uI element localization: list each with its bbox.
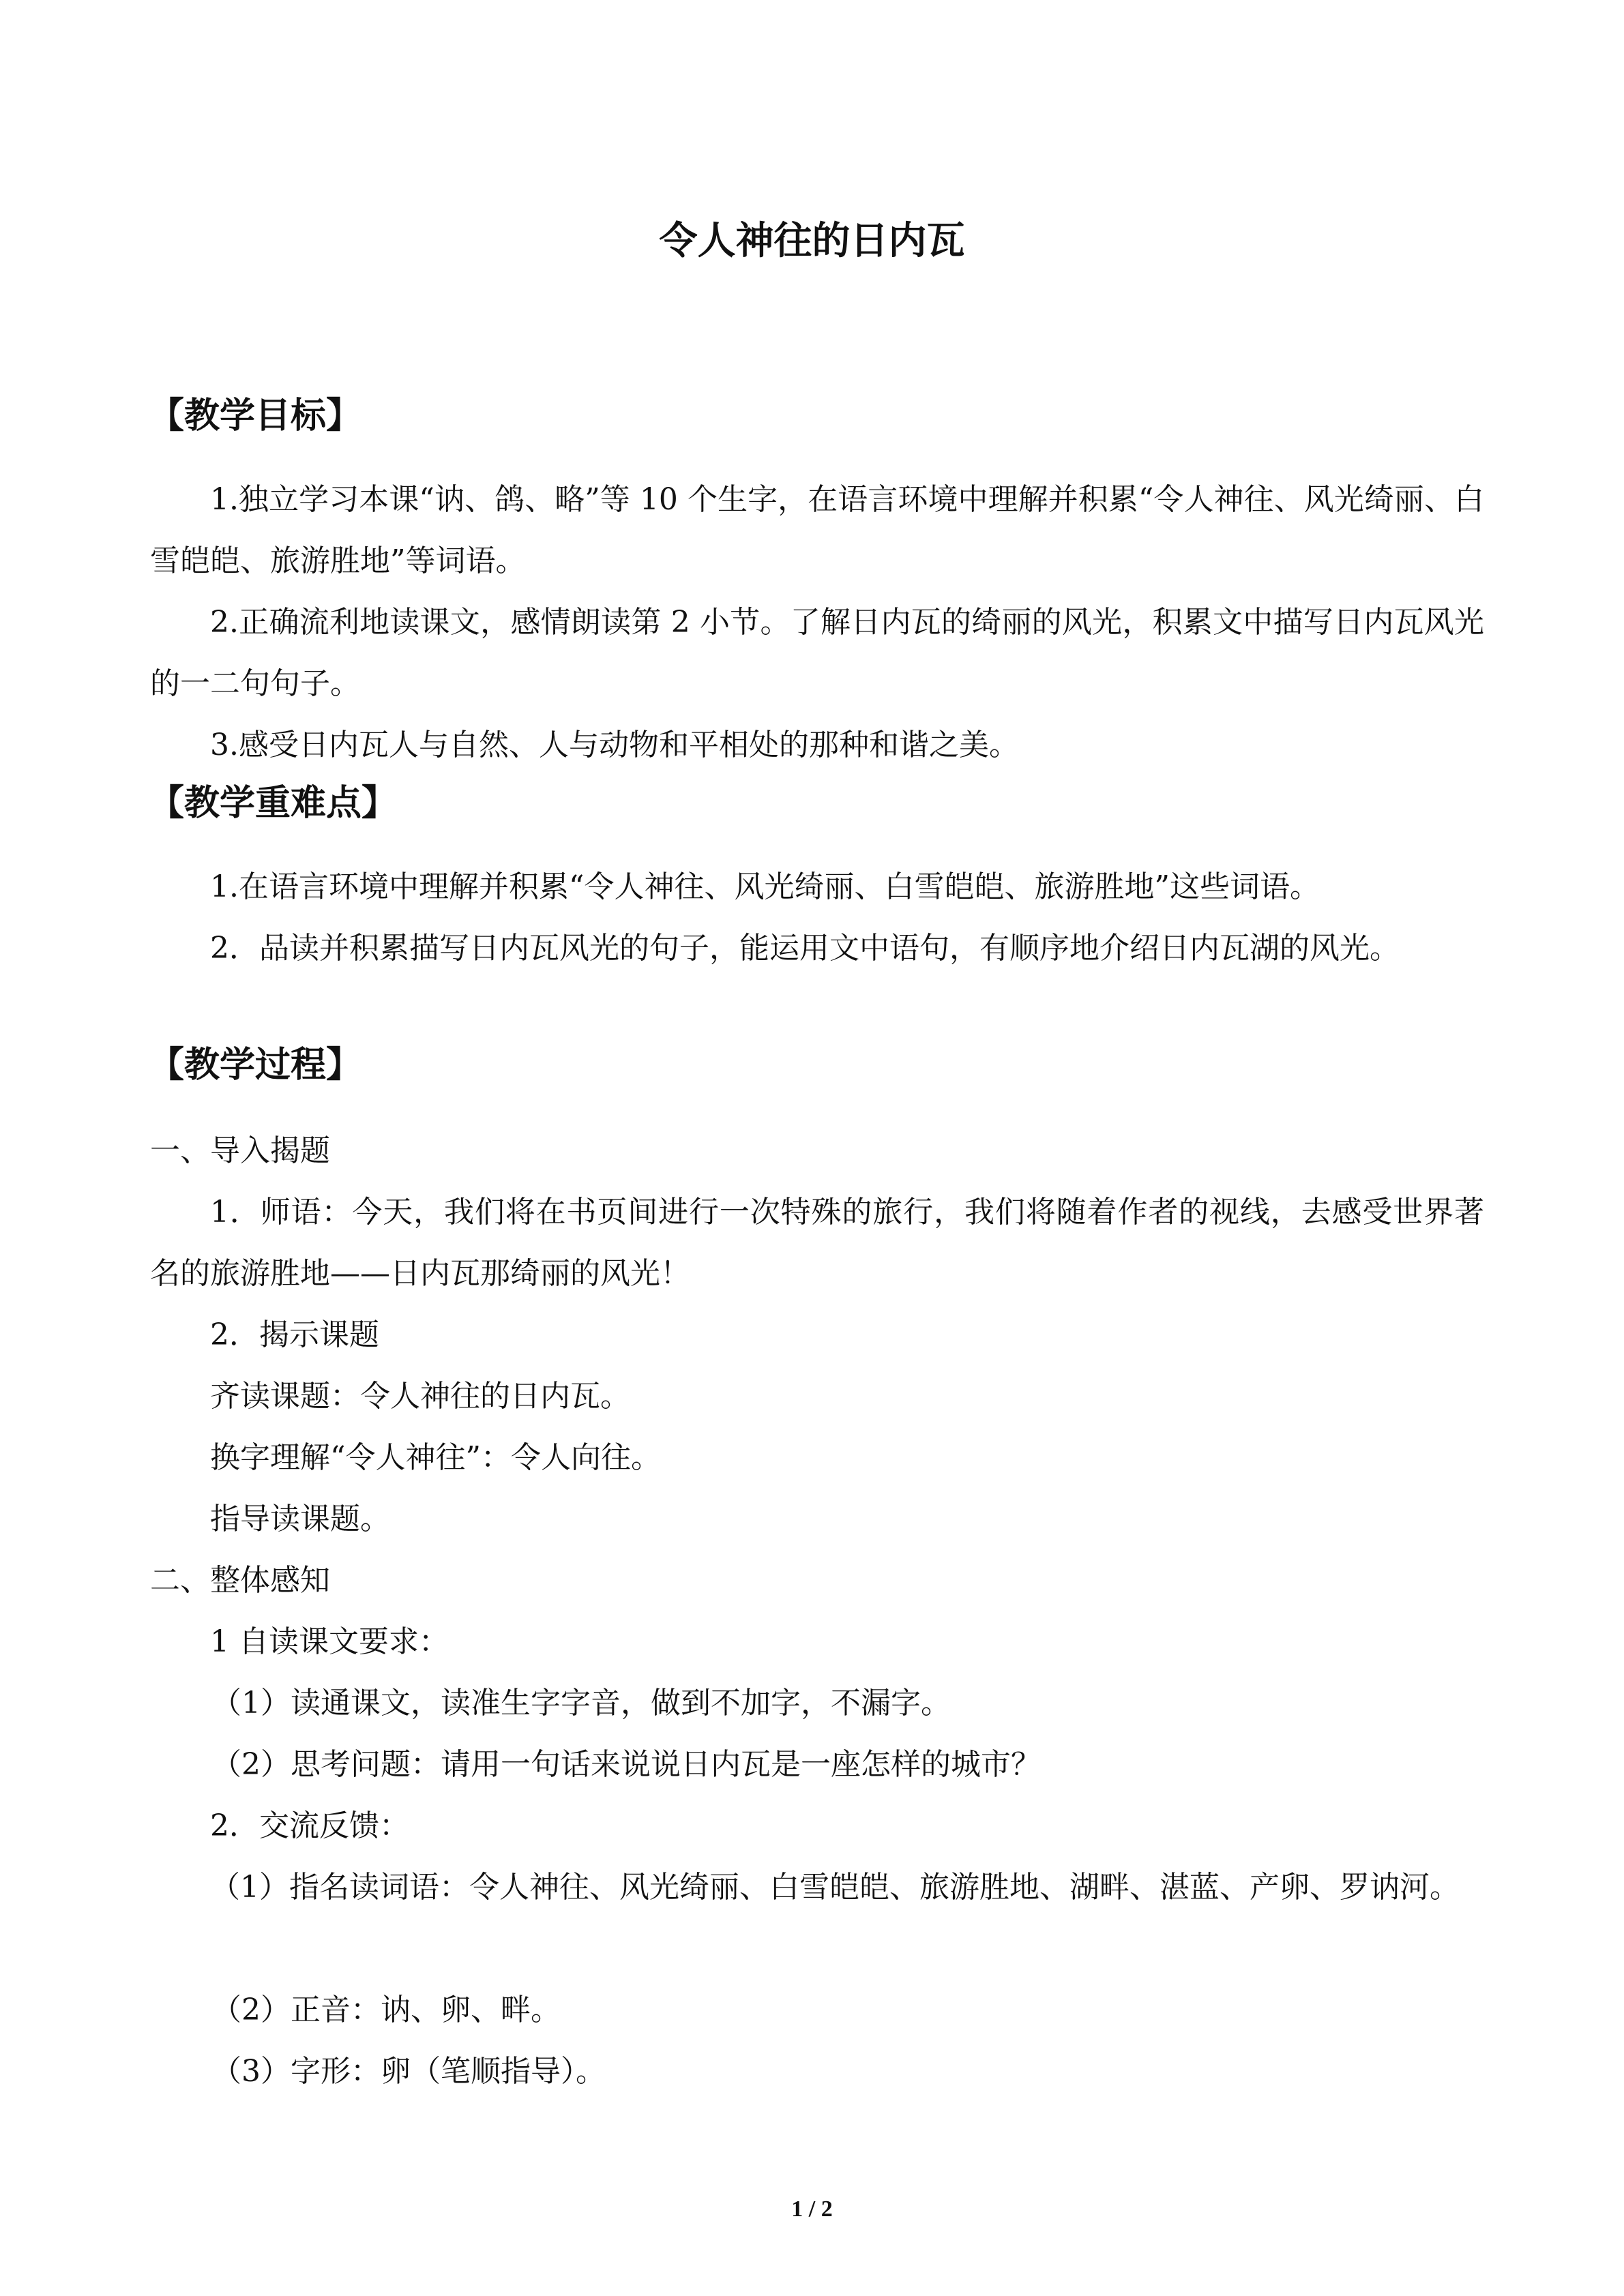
feedback-item-2: （2）正音：讷、卵、畔。 bbox=[211, 1993, 561, 2027]
goal-item-2: 2.正确流利地读课文，感情朗读第 2 小节。了解日内瓦的绮丽的风光，积累文中描写日内瓦风光的一二句句子。 bbox=[150, 605, 1484, 701]
section-heading-process: 【教学过程】 bbox=[149, 1045, 362, 1086]
intro-line-1: 齐读课题：令人神往的日内瓦。 bbox=[210, 1379, 630, 1414]
section-heading-goals: 【教学目标】 bbox=[149, 396, 362, 436]
feedback-item-3: （3）字形：卵（笔顺指导）。 bbox=[211, 2054, 606, 2089]
part-title-overview: 二、整体感知 bbox=[150, 1563, 330, 1598]
overview-requirement-2: （2）思考问题：请用一句话来说说日内瓦是一座怎样的城市？ bbox=[211, 1747, 1041, 1782]
keypoint-item-1: 1.在语言环境中理解并积累“令人神往、风光绮丽、白雪皑皑、旅游胜地”这些词语。 bbox=[210, 869, 1320, 904]
intro-item-1: 1．师语：今天，我们将在书页间进行一次特殊的旅行，我们将随着作者的视线，去感受世界著名的旅游胜地——日内瓦那绮丽的风光！ bbox=[150, 1195, 1484, 1291]
overview-item-2: 2．交流反馈： bbox=[210, 1808, 409, 1843]
intro-item-2: 2．揭示课题 bbox=[210, 1317, 379, 1352]
feedback-item-1: （1）指名读词语：令人神往、风光绮丽、白雪皑皑、旅游胜地、湖畔、湛蓝、产卵、罗讷河。 bbox=[210, 1870, 1460, 1905]
overview-requirement-1: （1）读通课文，读准生字字音，做到不加字，不漏字。 bbox=[211, 1686, 951, 1720]
part-title-intro: 一、导入揭题 bbox=[150, 1133, 330, 1168]
keypoint-item-2: 2．品读并积累描写日内瓦风光的句子，能运用文中语句，有顺序地介绍日内瓦湖的风光。 bbox=[210, 931, 1400, 966]
intro-line-2: 换字理解“令人神往”：令人向往。 bbox=[210, 1440, 661, 1475]
section-heading-keypoints: 【教学重难点】 bbox=[149, 783, 398, 824]
goal-item-3: 3.感受日内瓦人与自然、人与动物和平相处的那种和谐之美。 bbox=[210, 728, 1019, 762]
intro-line-3: 指导读课题。 bbox=[210, 1502, 390, 1536]
page-number: 1 / 2 bbox=[791, 2196, 833, 2222]
goal-item-1: 1.独立学习本课“讷、鸽、略”等 10 个生字，在语言环境中理解并积累“令人神往、风光绮丽、白雪皑皑、旅游胜地”等词语。 bbox=[150, 482, 1484, 578]
overview-item-1: 1 自读课文要求： bbox=[210, 1624, 449, 1659]
document-title: 令人神往的日内瓦 bbox=[659, 219, 965, 263]
